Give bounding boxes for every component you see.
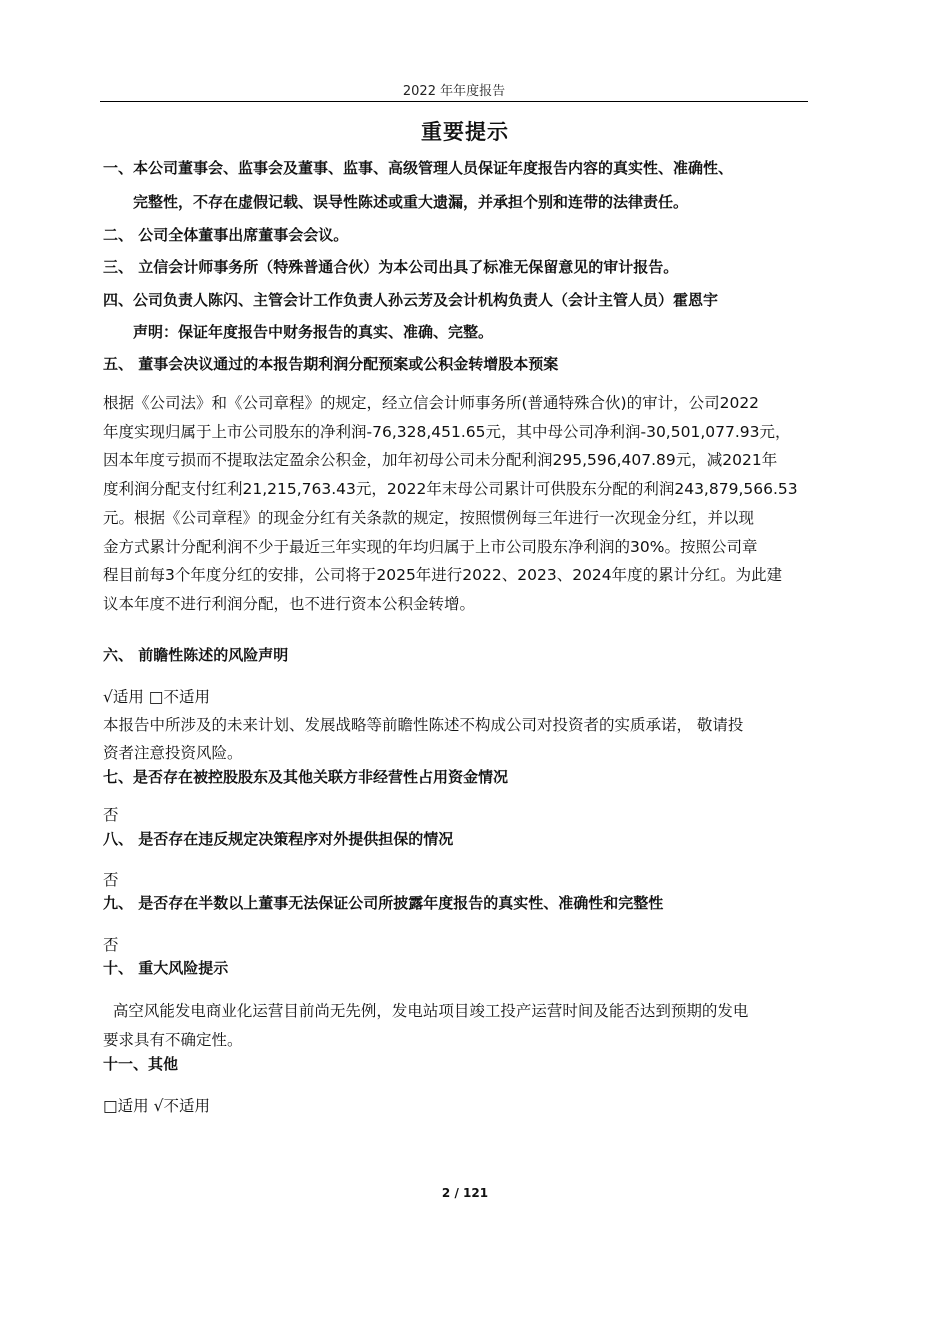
item-11-applicability: □适用 √不适用 (103, 1097, 210, 1115)
page-title: 重要提示 (421, 120, 509, 144)
item-10-heading: 十、 重大风险提示 (103, 959, 229, 977)
item-10-line-1: 高空风能发电商业化运营目前尚无先例，发电站项目竣工投产运营时间及能否达到预期的发电 (103, 1002, 749, 1020)
item-4-line-2: 声明：保证年度报告中财务报告的真实、准确、完整。 (133, 323, 494, 341)
item-3: 三、 立信会计师事务所（特殊普通合伙）为本公司出具了标准无保留意见的审计报告。 (103, 258, 679, 276)
item-2: 二、 公司全体董事出席董事会会议。 (103, 226, 349, 244)
profit-distribution-paragraph (103, 389, 798, 619)
item-6-line-2: 资者注意投资风险。 (103, 744, 243, 762)
paragraph-line: 议本年度不进行利润分配，也不进行资本公积金转增。 (103, 594, 476, 613)
item-4-line-1: 四、公司负责人陈闪、主管会计工作负责人孙云芳及会计机构负责人（会计主管人员）霍恩宇 (103, 291, 719, 309)
item-11-heading: 十一、其他 (103, 1055, 179, 1073)
item-7-answer: 否 (103, 806, 119, 824)
item-8-answer: 否 (103, 871, 119, 889)
page-number: 2 / 121 (441, 1186, 489, 1200)
item-8-heading: 八、 是否存在违反规定决策程序对外提供担保的情况 (103, 830, 454, 848)
paragraph-line: 度利润分配支付红利21,215,763.43元，2022年末母公司累计可供股东分配的利润243,879,566.53 (103, 480, 798, 499)
item-1-line-2: 完整性，不存在虚假记载、误导性陈述或重大遗漏，并承担个别和连带的法律责任。 (133, 193, 689, 211)
paragraph-line: 年度实现归属于上市公司股东的净利润-76,328,451.65元，其中母公司净利润-30,501,077.93元， (103, 422, 791, 441)
item-7-heading: 七、是否存在被控股股东及其他关联方非经营性占用资金情况 (103, 768, 509, 786)
item-6-line-1: 本报告中所涉及的未来计划、发展战略等前瞻性陈述不构成公司对投资者的实质承诺， 敬请投 (103, 716, 744, 734)
item-9-answer: 否 (103, 936, 119, 954)
paragraph-line: 根据《公司法》和《公司章程》的规定，经立信会计师事务所(普通特殊合伙)的审计，公司2022 (103, 394, 760, 412)
header-rule (100, 101, 808, 102)
paragraph-line: 金方式累计分配利润不少于最近三年实现的年均归属于上市公司股东净利润的30%。按照公司章 (103, 537, 758, 556)
paragraph-line: 程目前每3个年度分红的安排，公司将于2025年进行2022、2023、2024年度的累计分红。为此建 (103, 566, 783, 585)
running-header: 2022 年年度报告 (402, 84, 506, 99)
item-1-line-1: 一、本公司董事会、监事会及董事、监事、高级管理人员保证年度报告内容的真实性、准确性、 (103, 159, 734, 177)
item-6-heading: 六、 前瞻性陈述的风险声明 (103, 646, 289, 664)
item-9-heading: 九、 是否存在半数以上董事无法保证公司所披露年度报告的真实性、准确性和完整性 (103, 894, 664, 912)
item-10-line-2: 要求具有不确定性。 (103, 1031, 243, 1049)
item-6-applicability: √适用 □不适用 (103, 688, 210, 706)
paragraph-line: 元。根据《公司章程》的现金分红有关条款的规定，按照惯例每三年进行一次现金分红，并以现 (103, 508, 755, 527)
item-5-heading: 五、 董事会决议通过的本报告期利润分配预案或公积金转增股本预案 (103, 355, 559, 373)
paragraph-line: 因本年度亏损而不提取法定盈余公积金，加年初母公司未分配利润295,596,407.89元，减2021年 (103, 451, 778, 470)
